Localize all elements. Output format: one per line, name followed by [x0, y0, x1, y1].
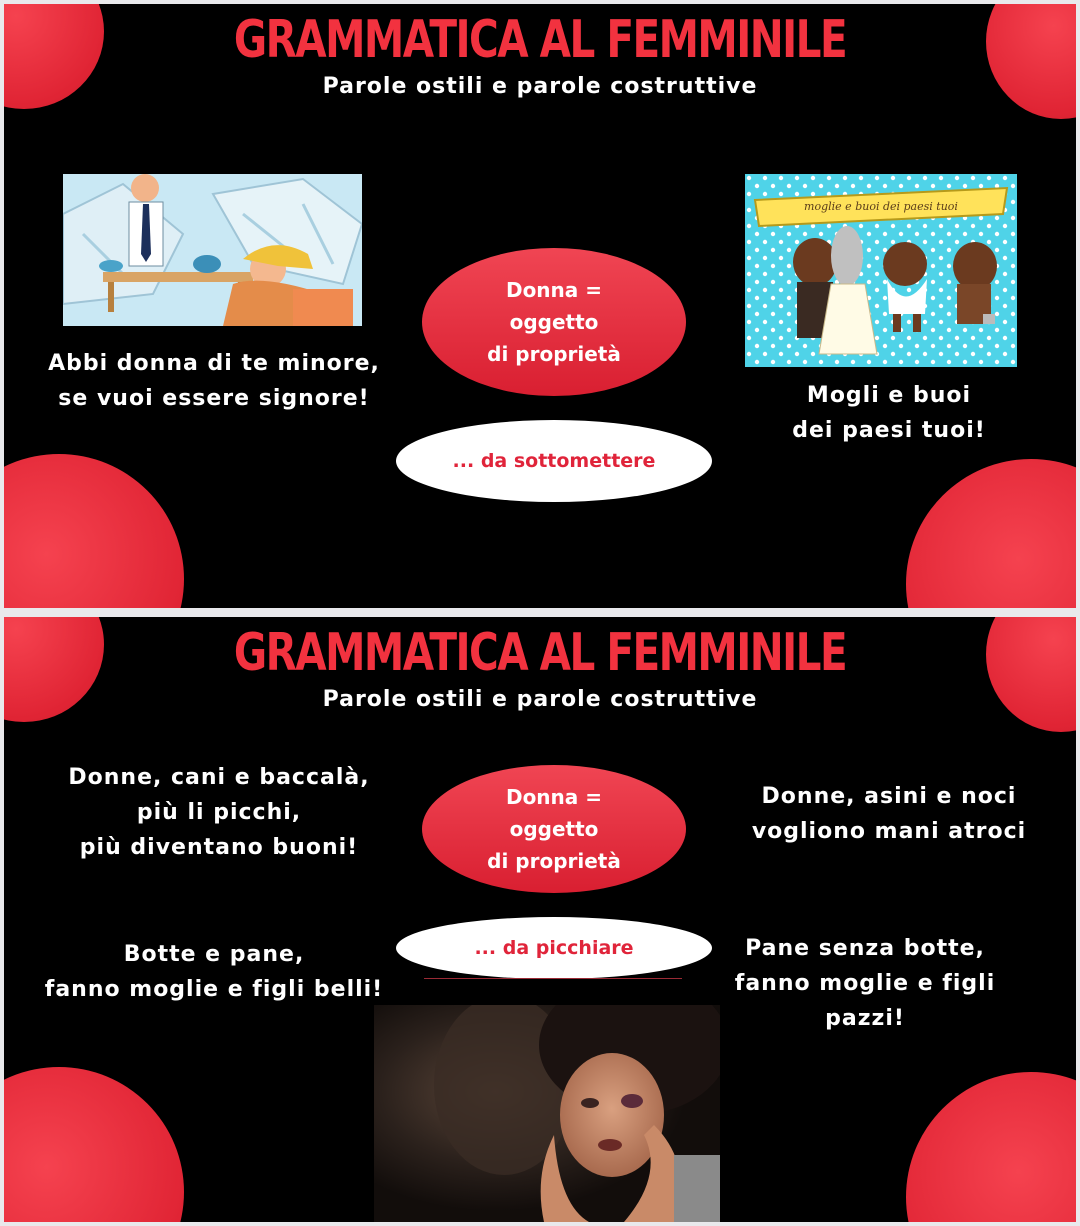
proverb-bottom-left: Botte e pane, fanno moglie e figli belli!: [44, 942, 384, 1002]
proverb-bottom-right: Pane senza botte, fanno moglie e figli pazzi!: [734, 936, 996, 1031]
page-subtitle: Parole ostili e parole costruttive: [322, 687, 758, 712]
bottom-label: ... da sottomettere: [452, 450, 656, 472]
slide-2: [4, 617, 1076, 1222]
decor-circle-bottom-left: [4, 1067, 184, 1222]
bottom-label: ... da picchiare: [474, 937, 634, 959]
proverb-top-left: Donne, cani e baccalà, più li picchi, più diventano buoni!: [68, 765, 370, 860]
center-label: Donna = oggetto di proprietà: [487, 785, 621, 873]
proverb-right: Mogli e buoi dei paesi tuoi!: [792, 383, 986, 443]
decor-circle-bottom-right: [906, 1072, 1076, 1222]
center-label: Donna = oggetto di proprietà: [487, 278, 621, 366]
page-title: GRAMMATICA AL FEMMINILE: [233, 10, 847, 70]
cartoon-banner-text: moglie e buoi dei paesi tuoi: [804, 200, 958, 213]
slide-1: [4, 4, 1076, 608]
decor-circle-bottom-left: [4, 454, 184, 608]
proverb-top-right: Donne, asini e noci vogliono mani atroci: [751, 784, 1027, 844]
center-label-oval: [422, 248, 686, 396]
page-subtitle: Parole ostili e parole costruttive: [322, 74, 758, 99]
cartoon-wedding-illustration: [745, 174, 1017, 367]
center-label-oval: [422, 765, 686, 893]
decor-circle-top-right: [986, 617, 1076, 732]
bottom-label-oval: [396, 420, 712, 502]
divider-line: [424, 978, 682, 979]
proverb-left: Abbi donna di te minore, se vuoi essere signore!: [48, 351, 380, 411]
bottom-label-oval: [396, 917, 712, 979]
decor-circle-top-right: [986, 4, 1076, 119]
page-title: GRAMMATICA AL FEMMINILE: [233, 623, 847, 683]
vintage-breakfast-illustration: [63, 174, 362, 326]
decor-circle-bottom-right: [906, 459, 1076, 608]
frightened-woman-photo: [374, 1005, 720, 1222]
